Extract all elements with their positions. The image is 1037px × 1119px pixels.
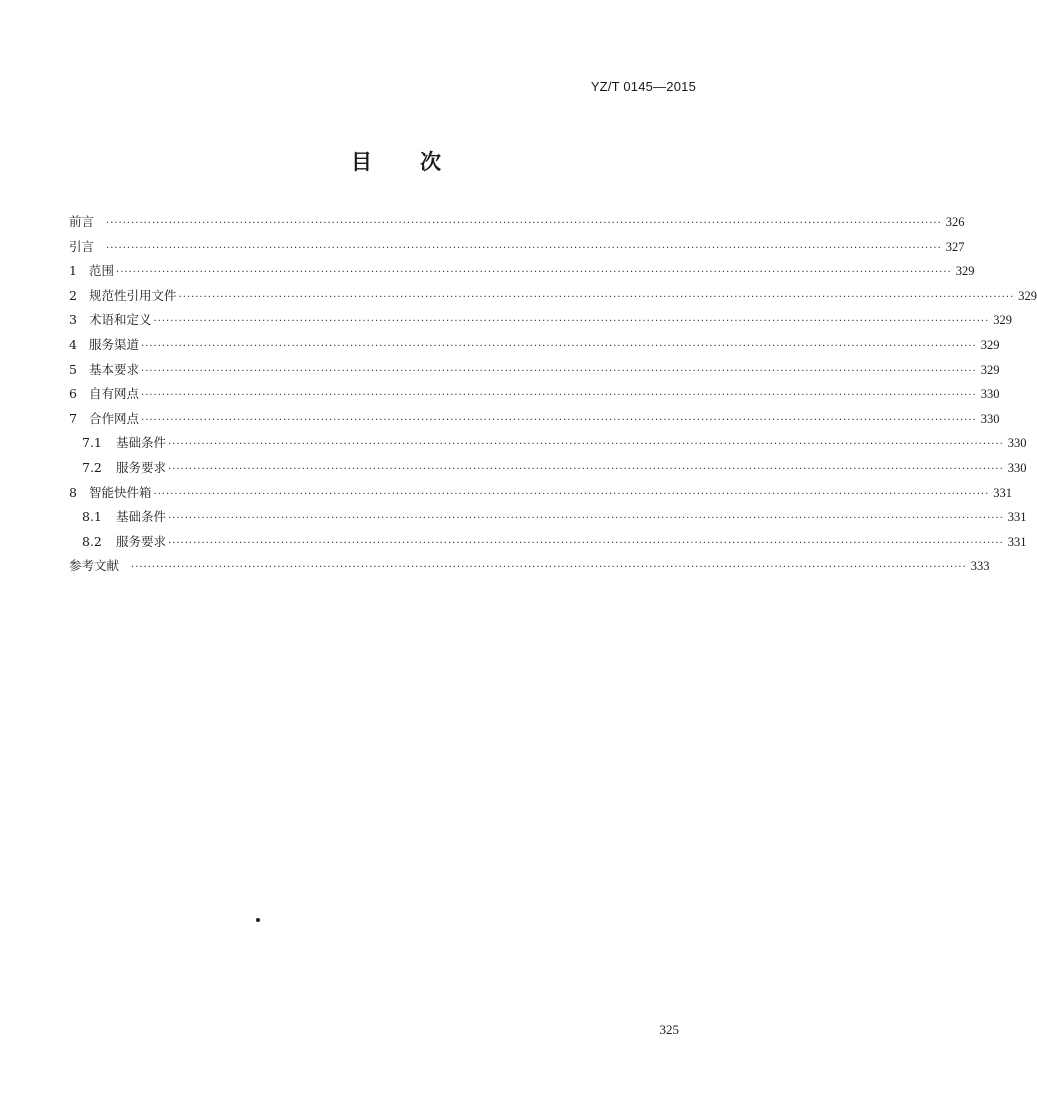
toc-entry-page: 329	[980, 337, 1000, 352]
toc-entry-label: 智能快件箱	[89, 484, 152, 500]
toc-entry[interactable]	[69, 382, 1000, 407]
toc-entry-label: 引言	[69, 238, 95, 254]
toc-entry-number: 3	[69, 312, 77, 328]
toc-entry-page: 330	[980, 411, 1000, 426]
toc-entry[interactable]	[69, 530, 1027, 555]
toc-entry[interactable]	[69, 431, 1027, 456]
toc-entry-number: 8	[69, 484, 77, 500]
toc-entry[interactable]	[69, 358, 1000, 383]
toc-entry-page: 327	[945, 239, 965, 254]
toc-entry-label: 前言	[69, 214, 95, 229]
table-of-contents	[69, 210, 1037, 579]
page-number: 325	[659, 1022, 679, 1037]
standard-code: YZ/T 0145—2015	[590, 79, 696, 94]
toc-entry-label: 基础条件	[116, 509, 167, 525]
toc-entry-label: 合作网点	[89, 410, 140, 426]
toc-entry[interactable]	[69, 333, 1000, 358]
toc-entry-number: 7.2	[82, 459, 102, 475]
toc-entry[interactable]	[69, 505, 1027, 530]
toc-entry[interactable]	[69, 407, 1000, 432]
toc-entry-page: 330	[1007, 460, 1027, 475]
dot-leader: ········································································································································································································	[131, 562, 967, 574]
toc-entry[interactable]	[69, 259, 975, 284]
toc-entry[interactable]	[69, 235, 965, 260]
toc-entry-page: 329	[993, 313, 1013, 328]
dot-leader: ········································································································································································································	[106, 218, 942, 229]
dot-leader: ········································································································································································································	[116, 267, 952, 279]
dot-leader: ········································································································································································································	[153, 316, 990, 328]
toc-entry-label: 规范性引用文件	[89, 287, 177, 303]
toc-entry-page: 331	[1007, 510, 1027, 525]
toc-entry-page: 329	[1018, 288, 1037, 303]
toc-entry-number: 6	[69, 386, 77, 402]
toc-title: 目次	[351, 150, 489, 174]
toc-entry-page: 326	[945, 215, 965, 229]
dot-leader: ········································································································································································································	[168, 513, 1004, 525]
toc-entry[interactable]	[69, 284, 1037, 309]
toc-entry-page: 331	[1007, 534, 1027, 549]
toc-entry-number: 7	[69, 410, 77, 426]
toc-entry-number: 7.1	[82, 435, 102, 451]
toc-entry-page: 330	[980, 387, 1000, 402]
dot-leader: ········································································································································································································	[178, 291, 1015, 303]
toc-entry-label: 术语和定义	[89, 312, 152, 328]
dot-leader: ········································································································································································································	[153, 488, 990, 500]
toc-entry[interactable]	[69, 308, 1013, 333]
toc-entry-label: 基础条件	[116, 435, 167, 451]
toc-entry-number: 4	[69, 336, 77, 352]
toc-entry-number: 1	[69, 263, 77, 279]
toc-entry-number: 8.1	[82, 509, 102, 525]
toc-entry-number: 2	[69, 287, 77, 303]
toc-entry-label: 服务渠道	[89, 336, 140, 352]
toc-entry[interactable]	[69, 554, 990, 579]
toc-entry[interactable]	[69, 481, 1013, 506]
toc-entry-label: 服务要求	[116, 459, 167, 475]
dot-leader: ········································································································································································································	[141, 365, 977, 377]
toc-entry-label: 服务要求	[116, 533, 167, 549]
dot-leader: ········································································································································································································	[141, 390, 977, 402]
dot-leader: ········································································································································································································	[168, 537, 1004, 549]
toc-entry-page: 331	[993, 485, 1013, 500]
toc-entry-label: 参考文献	[69, 558, 120, 574]
toc-entry[interactable]	[69, 210, 965, 235]
scan-speck	[256, 918, 260, 922]
toc-entry-page: 329	[980, 362, 1000, 377]
toc-entry-page: 329	[955, 264, 975, 279]
toc-entry-page: 330	[1007, 436, 1027, 451]
toc-entry-page: 333	[970, 559, 990, 574]
toc-entry-label: 自有网点	[89, 386, 140, 402]
dot-leader: ········································································································································································································	[141, 414, 977, 426]
dot-leader: ········································································································································································································	[168, 463, 1004, 475]
dot-leader: ········································································································································································································	[141, 340, 977, 352]
toc-entry[interactable]	[69, 456, 1027, 481]
toc-entry-label: 基本要求	[89, 361, 140, 377]
dot-leader: ········································································································································································································	[168, 439, 1004, 451]
toc-entry-label: 范围	[89, 263, 115, 279]
dot-leader: ········································································································································································································	[106, 242, 942, 254]
toc-entry-number: 8.2	[82, 533, 102, 549]
toc-entry-number: 5	[69, 361, 77, 377]
